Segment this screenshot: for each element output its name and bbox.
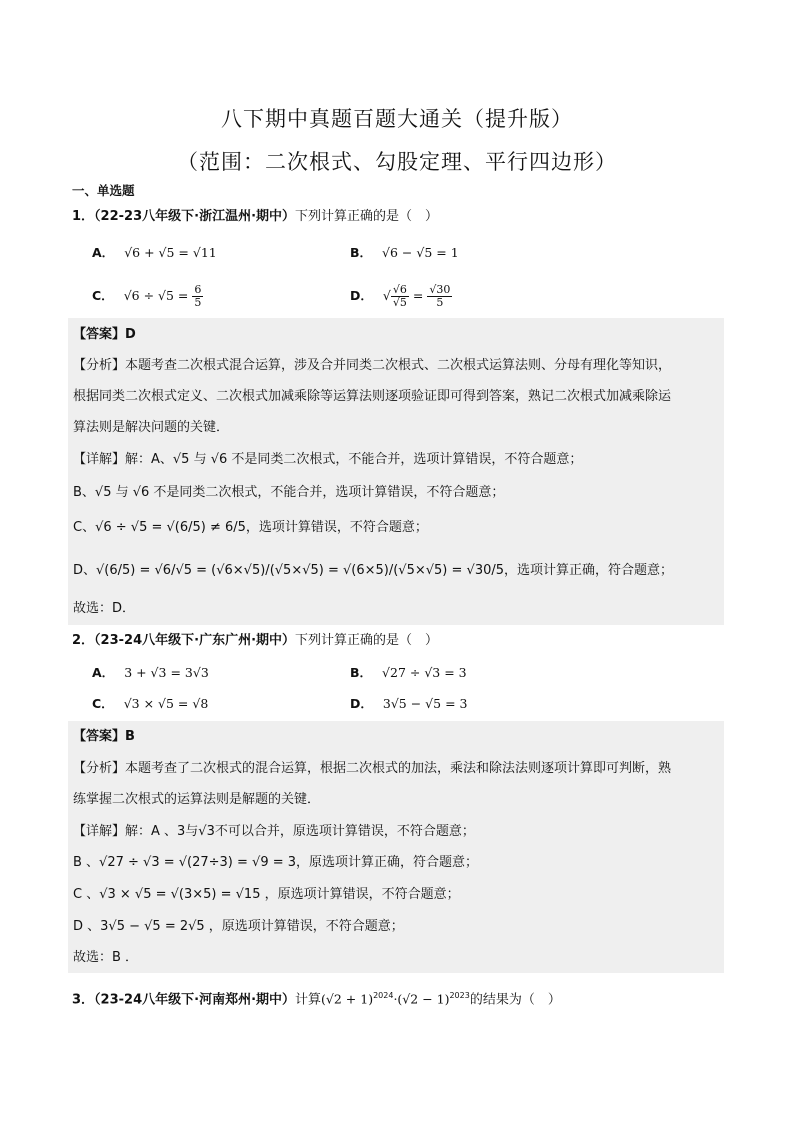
- analysis-line: 【分析】本题考查二次根式混合运算，涉及合并同类二次根式、二次根式运算法则、分母有理化等知识，: [73, 358, 672, 373]
- fraction: $\frac{6}{5}$: [194, 283, 202, 309]
- multiply-dot: ·: [393, 991, 398, 1007]
- option-a: A． 3 + √3 = 3√3: [92, 665, 209, 680]
- exponent: 2024: [373, 991, 394, 1000]
- question-number: 2．: [72, 633, 95, 648]
- math-expression: (√2 − 1): [397, 991, 450, 1007]
- option-c: C． √3 × √5 = √8: [92, 696, 209, 711]
- question-stem-end: 的结果为（ ）: [469, 992, 561, 1008]
- solution-box-2: [68, 721, 724, 973]
- question-2: [72, 631, 438, 651]
- detail-line: C 、√3 × √5 = √(3×5) = √15 ，原选项计算错误，不符合题意；: [73, 887, 460, 902]
- option-b: B． √27 ÷ √3 = 3: [350, 665, 467, 680]
- detail-line: B、√5 与 √6 不是同类二次根式，不能合并，选项计算错误，不符合题意；: [73, 485, 505, 500]
- solution-box-1: [68, 318, 724, 625]
- question-source: （23-24八年级下·河南郑州·期中）: [94, 992, 296, 1008]
- analysis-line: 根据同类二次根式定义、二次根式加减乘除等运算法则逐项验证即可得到答案，熟记二次根式加减乘除运: [73, 389, 672, 404]
- detail-line: B 、√27 ÷ √3 = √(27÷3) = √9 = 3，原选项计算正确，符合题意；: [73, 855, 479, 870]
- question-3: [72, 986, 561, 1010]
- choice-line: 故选：D．: [73, 601, 136, 616]
- choice-line: 故选：B ．: [73, 950, 139, 965]
- detail-line: 【详解】解：A、√5 与 √6 不是同类二次根式，不能合并，选项计算错误，不符合题意；: [73, 452, 583, 467]
- question-stem: 下列计算正确的是（ ）: [295, 633, 439, 648]
- analysis-line: 【分析】本题考查了二次根式的混合运算，根据二次根式的加法，乘法和除法法则逐项计算即可判断，熟: [73, 761, 672, 776]
- page-subtitle: （范围：二次根式、勾股定理、平行四边形）: [177, 150, 617, 174]
- answer: 【答案】D: [73, 327, 136, 342]
- question-number: 1．: [72, 209, 95, 224]
- question-number: 3．: [72, 992, 95, 1008]
- option-d: D． 3√5 − √5 = 3: [350, 696, 468, 711]
- question-source: （22-23八年级下·浙江温州·期中）: [94, 209, 296, 224]
- analysis-line: 练掌握二次根式的运算法则是解题的关键．: [73, 792, 321, 807]
- section-heading: 一、单选题: [72, 183, 135, 198]
- option-b: B． √6 − √5 = 1: [350, 245, 459, 260]
- fraction: $\frac{√30}{5}$: [429, 283, 451, 309]
- option-c: C． √6 ÷ √5 = $\frac{6}{5}$: [92, 283, 202, 309]
- answer: 【答案】B: [73, 729, 135, 744]
- analysis-line: 算法则是解决问题的关键．: [73, 420, 230, 435]
- option-a: A． √6 + √5 = √11: [92, 245, 217, 260]
- question-source: （23-24八年级下·广东广州·期中）: [94, 633, 296, 648]
- exponent: 2023: [449, 991, 470, 1000]
- detail-line: D、√(6/5) = √6/√5 = (√6×√5)/(√5×√5) = √(6×5)/(√5×√5) = √30/5，选项计算正确，符合题意；: [73, 563, 674, 578]
- fraction: $\frac{√6}{√5}$: [392, 283, 407, 309]
- option-d: D． √ $\frac{√6}{√5}$ = $\frac{√30}{5}$: [350, 283, 451, 309]
- math-expression: (√2 + 1): [321, 991, 374, 1007]
- page-title: 八下期中真题百题大通关（提升版）: [221, 107, 573, 131]
- detail-line: 【详解】解：A 、3与√3不可以合并，原选项计算错误，不符合题意；: [73, 824, 475, 839]
- detail-line: D 、3√5 − √5 = 2√5 ，原选项计算错误，不符合题意；: [73, 919, 404, 934]
- question-stem: 下列计算正确的是（ ）: [295, 209, 439, 224]
- detail-line: C、√6 ÷ √5 = √(6/5) ≠ 6/5，选项计算错误，不符合题意；: [73, 520, 428, 535]
- question-stem: 计算: [295, 992, 322, 1008]
- question-1: [72, 207, 438, 227]
